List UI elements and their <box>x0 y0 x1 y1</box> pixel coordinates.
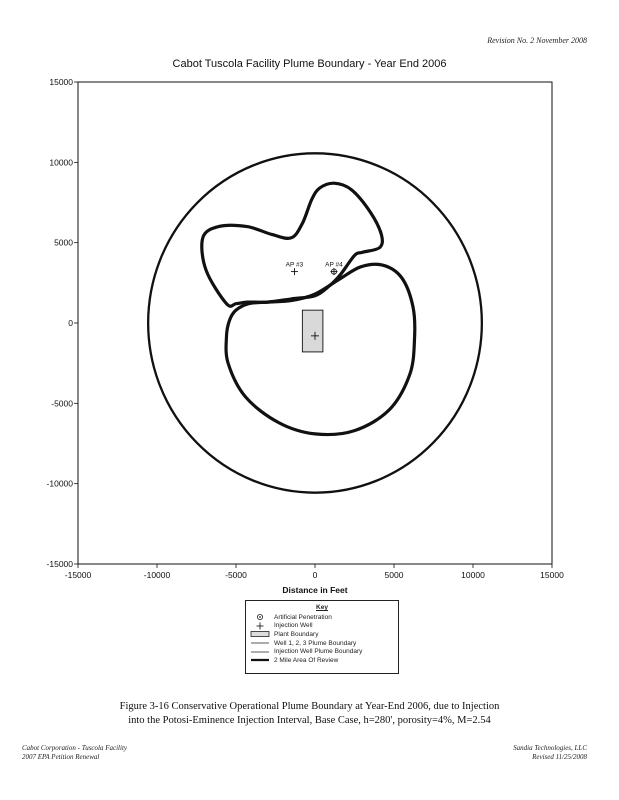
y-tick-label: -5000 <box>51 398 73 409</box>
footer-document: 2007 EPA Petition Renewal <box>22 753 100 761</box>
legend-label: Artificial Penetration <box>274 613 332 621</box>
y-tick-label: -15000 <box>46 559 73 569</box>
caption-line-2: into the Potosi-Eminence Injection Interval, Base Case, h=280', porosity=4%, M=2.54 <box>128 715 491 726</box>
revision-header: Revision No. 2 November 2008 <box>487 36 587 45</box>
thick-line-icon <box>246 656 274 664</box>
footer-author: Sandia Technologies, LLC <box>513 744 587 752</box>
footer-left <box>22 744 127 762</box>
legend-item <box>246 630 398 639</box>
caption-line-1: Figure 3-16 Conservative Operational Plume Boundary at Year-End 2006, due to Injection <box>119 701 500 712</box>
x-tick-label: 10000 <box>461 570 485 580</box>
injection-well-label: AP #4 <box>325 261 343 269</box>
x-axis-label: Distance in Feet <box>282 585 348 595</box>
legend-label: 2 Mile Area Of Review <box>274 656 339 664</box>
legend-item <box>246 647 398 656</box>
figure-caption <box>0 700 619 728</box>
legend-item <box>246 656 398 665</box>
x-tick-label: 15000 <box>540 570 564 580</box>
footer-company: Cabot Corporation - Tuscola Facility <box>22 744 128 752</box>
footer-right <box>513 744 587 762</box>
x-tick-label: -5000 <box>225 570 247 580</box>
injection-well-plume-boundary-curve <box>202 183 383 306</box>
y-tick-label: 15000 <box>49 77 73 87</box>
x-tick-label: -10000 <box>143 570 171 580</box>
y-tick-label: 10000 <box>49 157 73 168</box>
thin-line-icon <box>246 648 274 656</box>
legend-item <box>246 613 398 622</box>
x-tick-label: -15000 <box>64 570 92 580</box>
legend-label: Injection Well <box>274 622 313 630</box>
legend-label: Injection Well Plume Boundary <box>274 648 363 656</box>
legend <box>245 600 399 674</box>
y-tick-label: -10000 <box>46 478 73 489</box>
footer-revised: Revised 11/25/2008 <box>532 753 587 761</box>
y-tick-label: 0 <box>68 318 73 328</box>
thin-line-icon <box>246 639 274 647</box>
x-tick-label: 0 <box>312 570 318 580</box>
legend-title: Key <box>316 604 328 611</box>
plant-boundary-icon <box>246 630 274 638</box>
legend-item <box>246 622 398 631</box>
injection-well-label: AP #3 <box>285 261 304 269</box>
y-tick-label: 5000 <box>54 237 73 248</box>
legend-label: Well 1, 2, 3 Plume Boundary <box>274 639 357 647</box>
x-tick-label: 5000 <box>384 570 404 580</box>
injection-well-icon <box>246 622 274 630</box>
chart-title: Cabot Tuscola Facility Plume Boundary - Year End 2006 <box>172 58 447 70</box>
legend-label: Plant Boundary <box>274 630 319 638</box>
legend-item <box>246 639 398 648</box>
artificial-penetration-icon <box>246 613 274 621</box>
plant-boundary <box>302 310 323 352</box>
